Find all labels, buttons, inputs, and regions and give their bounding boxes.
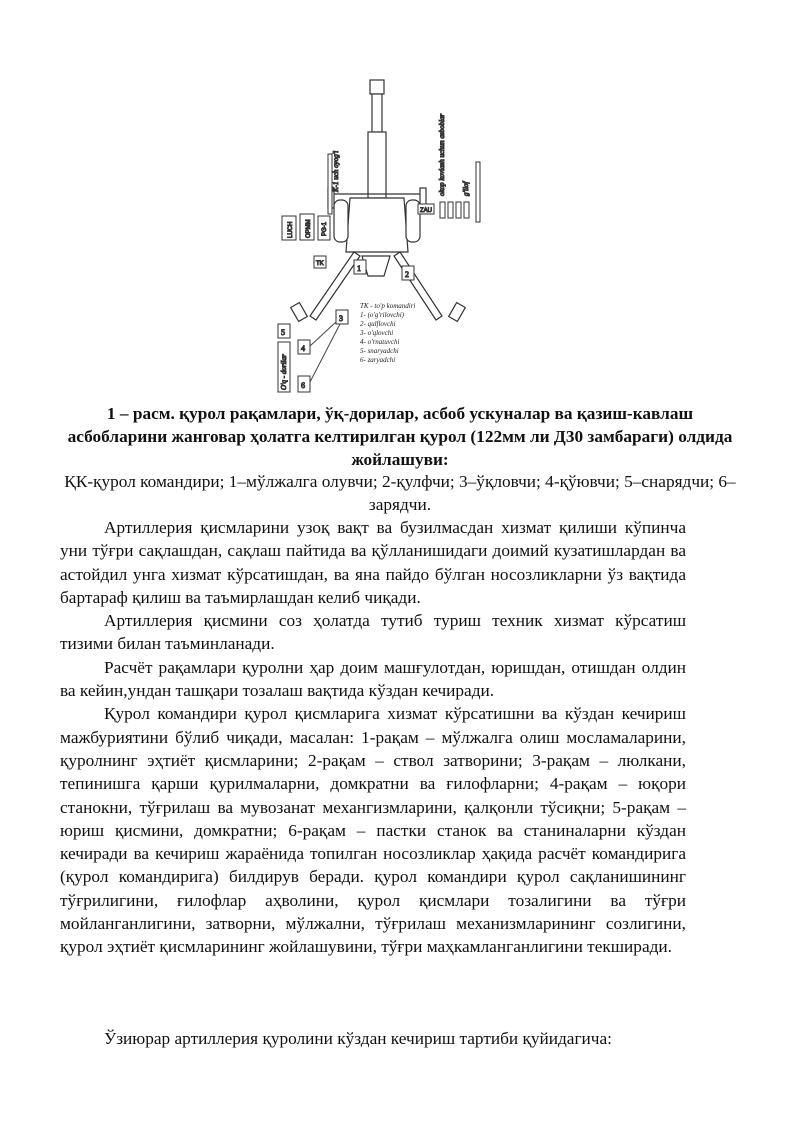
tk-box-label: TK [316, 261, 324, 267]
section-intro: Ўзиюрар артиллерия қуролини кўздан кечириш тартиби қуйидагича: [104, 1029, 612, 1048]
crew-5-number: 5 [281, 328, 285, 337]
ammo-label: O'q - dorilar [280, 354, 288, 390]
crew-legend [359, 302, 415, 364]
equipment-left [282, 151, 340, 240]
crew-1-number: 1 [357, 264, 361, 273]
figure-caption: 1 – расм. қурол рақамлари, ўқ-дорилар, асбоб ускуналар ва қазиш-кавлаш асбобларини жанговар ҳолатга келтирилган қурол (122мм ли Д30 замбараги) олдида жойлашуви: [67, 404, 733, 469]
paragraph: Расчёт рақамлари қуролни ҳар доим машғулотдан, юришдан, отишдан олдин ва кейин,ундан ташқари тозалаш вақтида кўздан кечиради. [60, 657, 686, 701]
paragraph: Артиллерия қисмларини узоқ вақт ва бузилмасдан хизмат қилиши кўпинча уни тўғри сақлашдан, сақлаш пайтида ва қўлланишидаги доимий кузатишлардан ва астойдил унга хизмат кўрсатишдан, ва яна пайдо бўлган носозликларни ўз вақтида бартараф қилиш ва таъмирлашдан келиб чиқади. [60, 518, 686, 607]
crew-legend-text: ҚК-қурол командири; 1–мўлжалга олувчи; 2-қулфчи; 3–ўқловчи; 4-қўювчи; 5–снарядчи; 6–зарядчи. [64, 472, 736, 514]
crew-6-number: 6 [301, 381, 305, 390]
legend-3: 3- o'qlovchi [360, 329, 394, 337]
equipment-right [418, 113, 480, 222]
paragraph: Артиллерия қисмини соз ҳолатда тутиб туриш техник хизмат кўрсатиш тизими билан таъминланади. [60, 611, 686, 654]
legend-5: 5- snaryadchi [360, 347, 399, 355]
body-text [60, 516, 686, 959]
legend-6: 6- zaryadchi [360, 356, 396, 364]
crew-3-number: 3 [339, 314, 343, 323]
luch-label: LUCH [288, 221, 294, 238]
legend-1: 1- (o'g'rilovchi) [360, 311, 405, 319]
crew-2-number: 2 [405, 270, 409, 279]
tools-label: okop kovlash uchun asboblar [438, 113, 446, 196]
zau-label: ZAU [420, 208, 432, 214]
k1-label: K-1 uch oyog'i [332, 150, 340, 192]
legend-4: 4- o'rnatuvchi [360, 338, 400, 346]
gun-barrel [368, 80, 386, 198]
gun-body [328, 188, 426, 252]
paragraph: Қурол командири қурол қисмларига хизмат кўрсатишни ва кўздан кечириш мажбуриятини бўлиб чиқади, масалан: 1-рақам – мўлжалга олиш мосламаларини, қуролнинг эҳтиёт қисмларини; 2-рақам – ствол затворини; 3-рақам – люлкани, тепинишга қарши қурилмаларни, домкратни ва ғилофларни; 4-рақам – юқори станокни, тўғрилаш ва мувозанат механгизмларини, қалқонли тўсиқни; 5-рақам – юриш қисмини, домкратни; 6-рақам – пастки станок ва станиналарни кўздан кечиради ва кечириш жараёнида топилган носозликлар ҳақида расчёт командирига (қурол командирига) билдирув беради. қурол командири қурол сақланишининг тўғрилигини, ғилофлар аҳволини, қурол қисмлари тозалигини ва тўғри мойланганлигини, затворни, мўлжални, тўғрилаш механизмларининг созлигини, қурол эҳтиёт қисмларининг жойлашувини, тўғри маҳкамланганлигини текширади. [60, 704, 686, 957]
opmm-label: OPMM [306, 219, 312, 238]
legend-2: 2- qulflovchi [360, 320, 396, 328]
gilof-label: g'ilof [462, 181, 470, 196]
howitzer-crew-diagram [258, 76, 526, 398]
pg1-label: PG-1 [322, 221, 328, 236]
legend-title: TK - to'p komandiri [360, 302, 416, 310]
howitzer-diagram-svg [258, 76, 526, 398]
crew-4-number: 4 [301, 344, 305, 353]
